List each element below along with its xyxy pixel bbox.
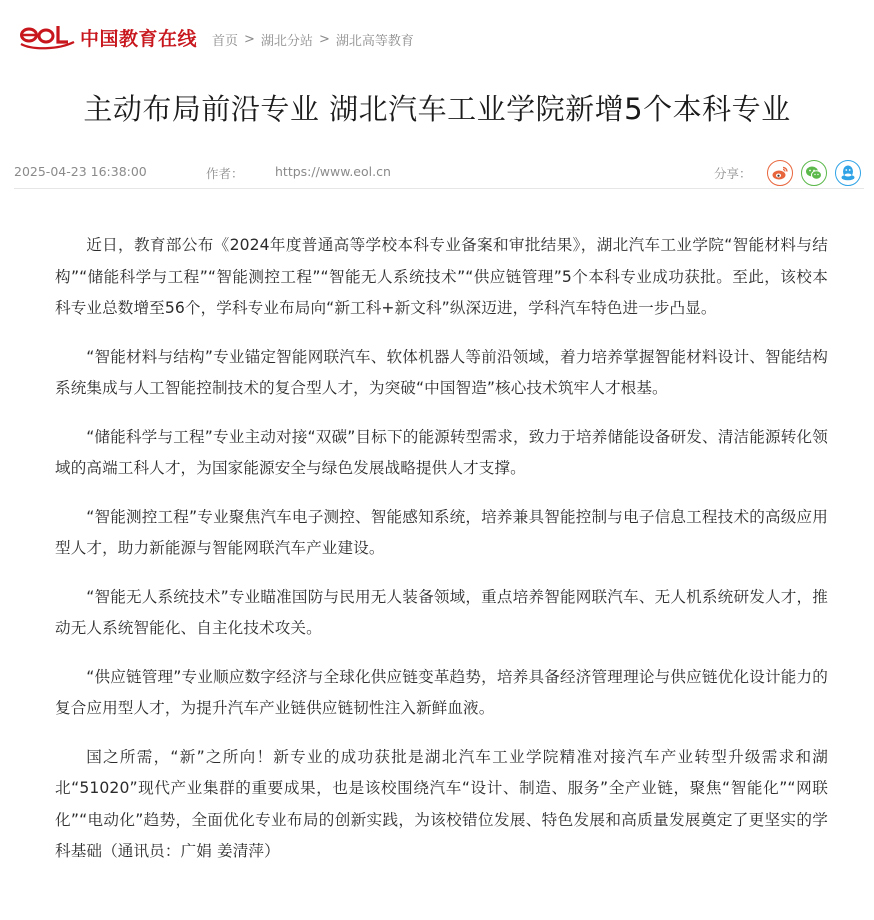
site-header: [0, 0, 874, 70]
breadcrumb-home[interactable]: 首页: [212, 34, 239, 49]
breadcrumb-separator: >: [244, 32, 255, 47]
breadcrumb-hubei-higher-education[interactable]: 湖北高等教育: [335, 34, 414, 49]
site-logo[interactable]: [18, 22, 197, 52]
breadcrumb: [212, 30, 414, 49]
share-qq-button[interactable]: [835, 160, 861, 186]
breadcrumb-hubei-station[interactable]: 湖北分站: [260, 34, 313, 49]
article-source: https://www.eol.cn: [275, 164, 391, 179]
author-label: 作者：: [206, 166, 244, 181]
article-paragraph: “储能科学与工程”专业主动对接“双碳”目标下的能源转型需求，致力于培养储能设备研发、清洁能源转化领域的高端工科人才，为国家能源安全与绿色发展战略提供人才支撑。: [55, 427, 828, 477]
article-paragraph: “智能无人系统技术”专业瞄准国防与民用无人装备领域，重点培养智能网联汽车、无人机系统研发人才，推动无人系统智能化、自主化技术攻关。: [55, 587, 828, 637]
breadcrumb-separator: >: [318, 32, 330, 47]
meta-divider: [14, 188, 864, 189]
article-body: [55, 230, 828, 885]
share-wechat-button[interactable]: [801, 160, 827, 186]
wechat-icon: [805, 165, 823, 181]
article-paragraph: “智能测控工程”专业聚焦汽车电子测控、智能感知系统，培养兼具智能控制与电子信息工程技术的高级应用型人才，助力新能源与智能网联汽车产业建设。: [55, 507, 828, 557]
article-title: 主动布局前沿专业 湖北汽车工业学院新增5个本科专业: [83, 92, 791, 126]
logo-text: 中国教育在线: [80, 27, 198, 50]
share-weibo-button[interactable]: [767, 160, 793, 186]
share-label: 分享：: [714, 166, 752, 181]
article-meta: [14, 160, 864, 186]
publish-date: 2025-04-23 16:38:00: [14, 164, 147, 179]
article-paragraph: “供应链管理”专业顺应数字经济与全球化供应链变革趋势，培养具备经济管理理论与供应链优化设计能力的复合应用型人才，为提升汽车产业链供应链韧性注入新鲜血液。: [55, 667, 828, 717]
article-paragraph: 国之所需，“新”之所向！新专业的成功获批是湖北汽车工业学院精准对接汽车产业转型升级需求和湖北“51020”现代产业集群的重要成果，也是该校围绕汽车“设计、制造、服务”全产业链，聚焦“智能化”“网联化”“电动化”趋势，全面优化专业布局的创新实践，为该校错位发展、特色发展和高质量发展奠定了更坚实的学科基础（通讯员：广娟 姜清萍）: [55, 747, 828, 860]
eol-logo-icon: [18, 22, 76, 52]
weibo-icon: [771, 165, 789, 181]
article-paragraph: “智能材料与结构”专业锚定智能网联汽车、软体机器人等前沿领域，着力培养掌握智能材料设计、智能结构系统集成与人工智能控制技术的复合型人才，为突破“中国智造”核心技术筑牢人才根基。: [55, 347, 828, 397]
qq-icon: [840, 164, 856, 182]
article-paragraph: 近日，教育部公布《2024年度普通高等学校本科专业备案和审批结果》，湖北汽车工业学院“智能材料与结构”“储能科学与工程”“智能测控工程”“智能无人系统技术”“供应链管理”5个本科专业成功获批。至此，该校本科专业总数增至56个，学科专业布局向“新工科+新文科”纵深迈进，学科汽车特色进一步凸显。: [55, 236, 828, 317]
